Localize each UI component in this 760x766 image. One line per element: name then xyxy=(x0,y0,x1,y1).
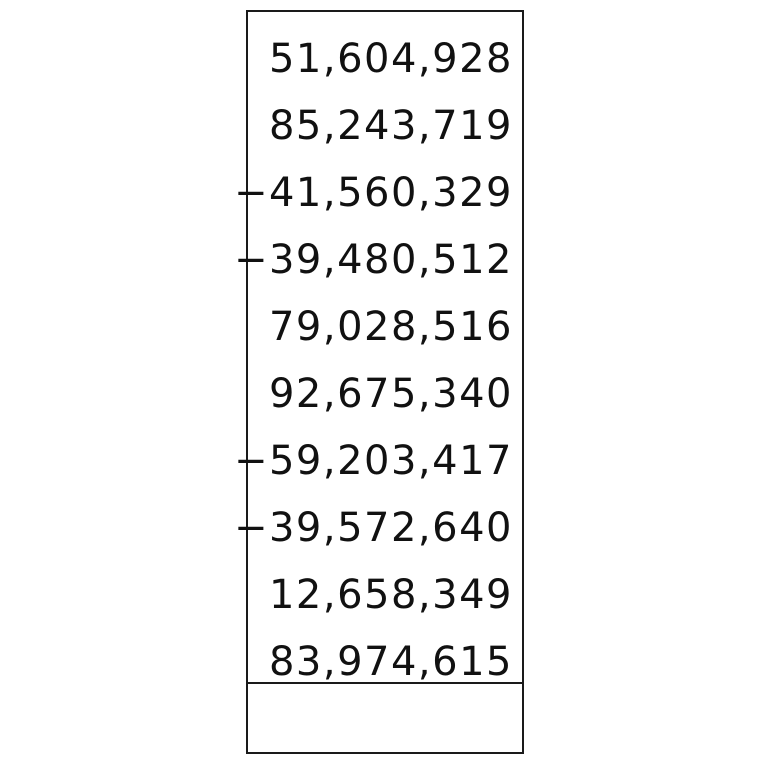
number-row-1: 51,604,928 xyxy=(268,35,513,82)
number-row-8: −39,572,640 xyxy=(233,504,513,551)
number-row-7: −59,203,417 xyxy=(233,437,513,484)
number-row-5: 79,028,516 xyxy=(268,303,513,350)
number-row-9: 12,658,349 xyxy=(268,571,513,618)
number-row-4: −39,480,512 xyxy=(233,236,513,283)
number-list xyxy=(233,12,522,686)
number-row-6: 92,675,340 xyxy=(268,370,513,417)
number-row-10: 83,974,615 xyxy=(268,638,513,685)
number-row-2: 85,243,719 xyxy=(268,102,513,149)
number-row-3: −41,560,329 xyxy=(233,169,513,216)
answer-box[interactable] xyxy=(248,682,522,752)
problem-box xyxy=(233,10,524,754)
